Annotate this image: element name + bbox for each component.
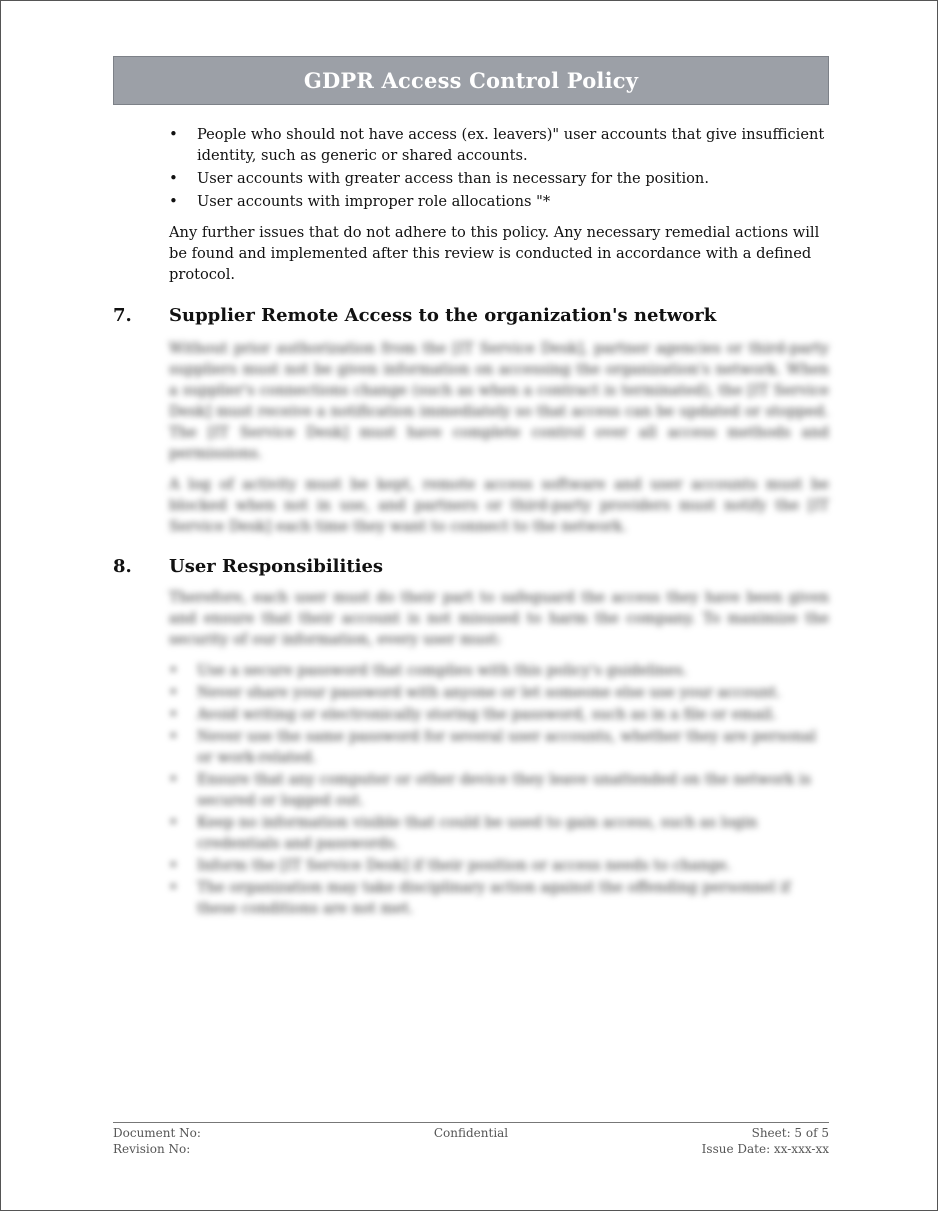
list-item: • The organization may take disciplinary action against the offending personnel if these conditions are not met. bbox=[169, 877, 829, 919]
confidential-label: Confidential bbox=[433, 1126, 509, 1140]
paragraph: Without prior authorization from the [IT Service Desk], partner agencies or third-party suppliers must not be given information on accessing the organization's network. When a supplier's connections change (such as when a contract is terminated), the [IT Service Desk] must receive a notification immediately so that access can be updated or stopped. The [IT Service Desk] must have complete control over all access methods and permissions. bbox=[169, 340, 829, 462]
sheet-number: Sheet: 5 of 5 bbox=[751, 1126, 829, 1140]
section-7-heading bbox=[113, 304, 829, 328]
intro-bullet-list bbox=[113, 124, 829, 212]
section-8-body-blurred bbox=[113, 587, 829, 919]
list-item: • Use a secure password that complies with this policy's guidelines. bbox=[169, 660, 829, 681]
list-item: • Keep no information visible that could be used to gain access, such as login credentials and passwords. bbox=[169, 812, 829, 854]
paragraph: A log of activity must be kept, remote access software and user accounts must be blocked when not in use, and partners or third-party providers must notify the [IT Service Desk] each time they want to connect to the network. bbox=[169, 476, 829, 535]
list-item: • User accounts with greater access than is necessary for the position. bbox=[169, 168, 829, 189]
page-footer bbox=[113, 1122, 829, 1157]
page-content bbox=[113, 124, 829, 920]
intro-paragraph: Any further issues that do not adhere to this policy. Any necessary remedial actions will be found and implemented after this review is conducted in accordance with a defined protocol. bbox=[169, 224, 820, 283]
document-title: GDPR Access Control Policy bbox=[303, 68, 639, 93]
section-number: 8. bbox=[113, 556, 132, 577]
paragraph: Therefore, each user must do their part to safeguard the access they have been given and ensure that their account is not misused to harm the company. To maximize the security of our information, every user must: bbox=[169, 589, 829, 648]
list-item: • User accounts with improper role allocations "* bbox=[169, 191, 829, 212]
section-number: 7. bbox=[113, 305, 132, 326]
issue-date: Issue Date: xx-xxx-xx bbox=[701, 1142, 829, 1156]
section-7-body-blurred bbox=[113, 338, 829, 537]
list-item: • Avoid writing or electronically storing the password, such as in a file or email. bbox=[169, 704, 829, 725]
section-title: User Responsibilities bbox=[169, 556, 384, 577]
title-banner bbox=[113, 56, 829, 105]
document-number-label: Document No: bbox=[113, 1126, 201, 1140]
list-item: • Inform the [IT Service Desk] if their position or access needs to change. bbox=[169, 855, 829, 876]
list-item: • People who should not have access (ex. leavers)" user accounts that give insufficient identity, such as generic or shared accounts. bbox=[169, 124, 829, 166]
list-item: • Never use the same password for several user accounts, whether they are personal or work-related. bbox=[169, 726, 829, 768]
list-item: • Never share your password with anyone or let someone else use your account. bbox=[169, 682, 829, 703]
revision-number-label: Revision No: bbox=[113, 1142, 191, 1156]
responsibility-list bbox=[113, 660, 829, 919]
section-title: Supplier Remote Access to the organization's network bbox=[169, 305, 717, 326]
section-8-heading bbox=[113, 555, 829, 579]
list-item: • Ensure that any computer or other device they leave unattended on the network is secured or logged out. bbox=[169, 769, 829, 811]
